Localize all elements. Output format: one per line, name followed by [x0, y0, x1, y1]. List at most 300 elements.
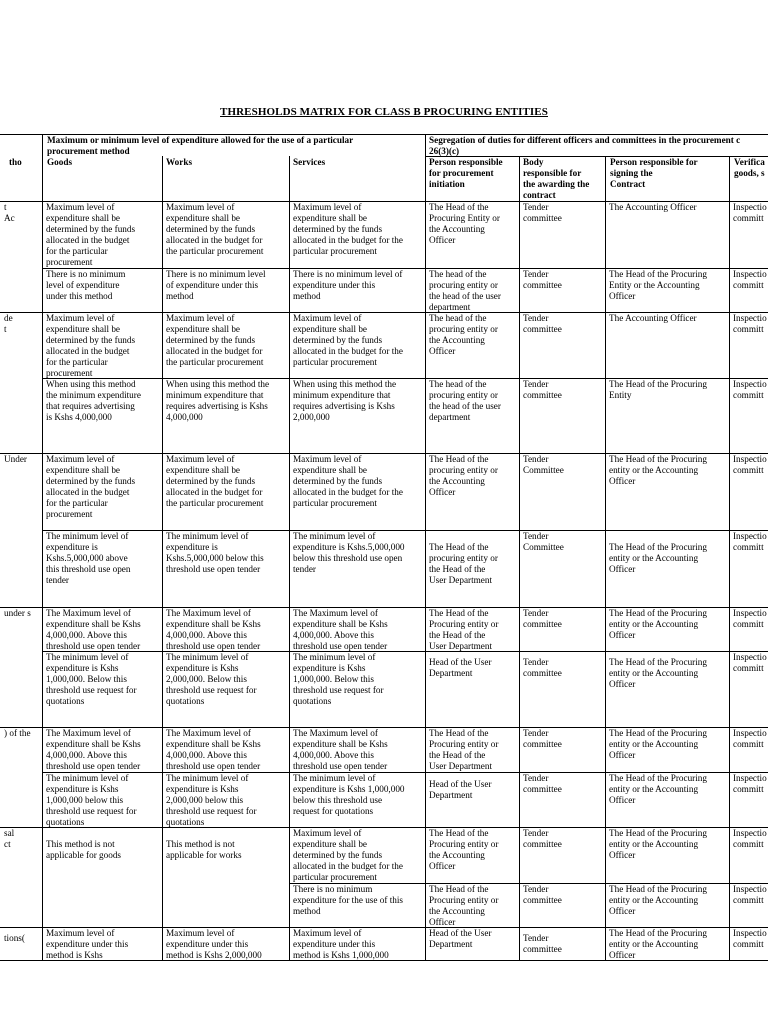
- cell-line: Under: [4, 454, 27, 464]
- cell-line: expenditure shall be Kshs: [166, 618, 261, 629]
- cell-line: the head of the user: [429, 400, 501, 411]
- cell-line: The Head of the: [429, 542, 489, 552]
- header-verification: [734, 157, 768, 179]
- cell-line: requires advertising is Kshs: [293, 400, 395, 411]
- cell-initiation: [429, 657, 518, 679]
- cell-line: ) of the: [4, 728, 31, 738]
- cell-line: Maximum level of: [293, 928, 362, 938]
- cell-goods: [46, 531, 161, 586]
- cell-awarding: [523, 454, 604, 476]
- cell-line: Committee: [523, 541, 564, 552]
- cell-line: Maximum level of: [46, 313, 115, 323]
- cell-line: entity or the Accounting: [609, 667, 699, 678]
- cell-line: expenditure shall be Kshs: [166, 738, 261, 749]
- cell-line: Officer: [429, 860, 456, 871]
- cell-line: department: [429, 301, 471, 312]
- cell-line: the head of the user: [429, 290, 501, 301]
- cell-line: Inspectio: [733, 202, 767, 212]
- cell-line: The Head of the Procuring: [609, 928, 707, 938]
- header-initiation: [429, 157, 519, 190]
- cell-line: for procurement: [429, 167, 494, 178]
- cell-line: Inspectio: [733, 531, 767, 541]
- cell-line: procurement: [46, 256, 93, 267]
- cell-line: The Accounting Officer: [609, 313, 697, 323]
- cell-line: the Head of the: [429, 563, 486, 574]
- cell-line: expenditure shall be: [293, 212, 367, 223]
- cell-line: determined by the funds: [293, 849, 383, 860]
- table-vline: [605, 156, 606, 960]
- cell-line: expenditure shall be: [166, 212, 240, 223]
- cell-line: quotations: [46, 816, 85, 827]
- cell-initiation: [429, 828, 518, 872]
- cell-line: 4,000,000. Above this: [46, 629, 127, 640]
- cell-line: expenditure shall be: [293, 838, 367, 849]
- cell-line: determined by the funds: [293, 223, 383, 234]
- cell-works: [166, 928, 288, 961]
- cell-signing: [609, 313, 728, 324]
- cell-line: the awarding the: [523, 178, 590, 189]
- cell-line: This method is not: [46, 839, 115, 849]
- cell-verification: [733, 454, 767, 476]
- cell-line: Maximum level of: [46, 454, 115, 464]
- cell-line: Department: [429, 667, 473, 678]
- cell-line: 26(3)(c): [429, 145, 460, 156]
- cell-line: Maximum level of: [166, 313, 235, 323]
- cell-line: method: [166, 290, 194, 301]
- cell-line: request for quotations: [293, 805, 374, 816]
- cell-line: of expenditure under this: [166, 279, 259, 290]
- cell-line: expenditure shall be: [293, 323, 367, 334]
- cell-line: expenditure under this: [293, 938, 376, 949]
- cell-line: The Head of the: [429, 828, 489, 838]
- cell-line: Officer: [429, 345, 456, 356]
- cell-signing: [609, 928, 728, 961]
- cell-line: the particular procurement: [166, 245, 264, 256]
- cell-verification: [733, 884, 767, 906]
- table-vline: [729, 156, 730, 960]
- cell-line: Maximum level of: [46, 928, 115, 938]
- cell-line: initiation: [429, 178, 465, 189]
- cell-line: Procuring entity or: [429, 894, 499, 905]
- cell-line: expenditure is: [166, 541, 218, 552]
- cell-line: expenditure is Kshs: [293, 662, 366, 673]
- cell-signing: [609, 884, 728, 917]
- cell-awarding: [523, 608, 604, 630]
- cell-line: expenditure shall be: [166, 464, 240, 475]
- cell-line: committ: [733, 894, 764, 905]
- header-awarding: [523, 157, 605, 201]
- cell-verification: [733, 773, 767, 795]
- cell-line: the minimum expenditure: [46, 389, 141, 400]
- cell-verification: [733, 379, 767, 401]
- cell-line: Maximum or minimum level of expenditure allowed for the use of a particular: [47, 135, 354, 145]
- cell-line: The Accounting Officer: [609, 202, 697, 212]
- cell-line: applicable for goods: [46, 849, 122, 860]
- cell-works: [166, 608, 288, 652]
- cell-line: for the particular: [46, 356, 108, 367]
- cell-line: Tender: [523, 773, 549, 783]
- cell-line: sal: [4, 828, 15, 838]
- cell-works: [166, 379, 288, 423]
- cell-line: the Accounting: [429, 905, 485, 916]
- cell-line: expenditure shall be: [46, 212, 120, 223]
- cell-goods: [46, 608, 161, 652]
- cell-line: Officer: [609, 905, 636, 916]
- cell-line: committ: [733, 323, 764, 334]
- cell-signing: [609, 728, 728, 761]
- cell-line: committee: [523, 389, 562, 400]
- cell-works: [166, 839, 288, 861]
- cell-line: The Head of the Procuring: [609, 269, 707, 279]
- cell-line: Verifica: [734, 157, 765, 167]
- cell-line: The head of the: [429, 379, 487, 389]
- cell-line: expenditure under this: [46, 938, 129, 949]
- cell-line: The Head of the Procuring: [609, 828, 707, 838]
- cell-line: the Head of the: [429, 749, 486, 760]
- cell-line: The Maximum level of: [46, 728, 131, 738]
- cell-line: department: [429, 411, 471, 422]
- cell-verification: [733, 313, 767, 335]
- cell-line: expenditure shall be: [46, 464, 120, 475]
- cell-initiation: [429, 608, 518, 652]
- cell-line: particular procurement: [293, 245, 377, 256]
- cell-line: expenditure under this: [166, 938, 249, 949]
- cell-line: Inspectio: [733, 313, 767, 323]
- cell-works: [166, 728, 288, 772]
- cell-method: [4, 454, 41, 465]
- cell-line: tender: [46, 574, 69, 585]
- cell-line: Officer: [609, 290, 636, 301]
- cell-line: expenditure under this: [293, 279, 376, 290]
- cell-services: [293, 313, 424, 368]
- cell-line: Inspectio: [733, 728, 767, 738]
- cell-line: Works: [166, 157, 193, 167]
- cell-signing: [609, 269, 728, 302]
- cell-line: The head of the: [429, 313, 487, 323]
- cell-line: Inspectio: [733, 608, 767, 618]
- cell-line: Maximum level of: [293, 313, 362, 323]
- cell-line: is Kshs 4,000,000: [46, 411, 112, 422]
- cell-signing: [609, 202, 728, 213]
- cell-line: the particular procurement: [166, 497, 264, 508]
- cell-verification: [733, 269, 767, 291]
- cell-line: determined by the funds: [46, 223, 136, 234]
- cell-line: expenditure shall be: [46, 323, 120, 334]
- cell-line: Body: [523, 157, 544, 167]
- cell-line: Procuring entity or: [429, 738, 499, 749]
- cell-line: particular procurement: [293, 356, 377, 367]
- cell-line: Inspectio: [733, 652, 767, 662]
- cell-line: allocated in the budget: [46, 345, 130, 356]
- cell-line: determined by the funds: [46, 334, 136, 345]
- cell-line: The Maximum level of: [46, 608, 131, 618]
- cell-awarding: [523, 531, 604, 553]
- cell-line: Inspectio: [733, 884, 767, 894]
- cell-line: committee: [523, 323, 562, 334]
- cell-line: committee: [523, 783, 562, 794]
- cell-services: [293, 202, 424, 257]
- cell-goods: [46, 454, 161, 519]
- cell-goods: [46, 773, 161, 828]
- cell-line: Officer: [429, 234, 456, 245]
- cell-line: procurement method: [47, 145, 130, 156]
- cell-line: expenditure is Kshs: [166, 662, 239, 673]
- cell-initiation: [429, 728, 518, 772]
- cell-line: threshold use request for: [293, 684, 384, 695]
- cell-line: de: [4, 313, 13, 323]
- cell-line: expenditure shall be Kshs: [293, 738, 388, 749]
- cell-line: committ: [733, 541, 764, 552]
- cell-method: [4, 933, 41, 944]
- cell-line: There is no minimum: [46, 269, 126, 279]
- cell-goods: [46, 202, 161, 267]
- cell-line: method: [293, 905, 321, 916]
- cell-line: The minimum level of: [46, 773, 129, 783]
- cell-services: [293, 928, 424, 961]
- cell-signing: [609, 542, 728, 575]
- cell-line: allocated in the budget for the: [293, 345, 403, 356]
- cell-line: The Head of the Procuring: [609, 884, 707, 894]
- cell-verification: [733, 202, 767, 224]
- cell-line: Goods: [47, 157, 73, 167]
- cell-initiation: [429, 928, 518, 950]
- cell-line: Tender: [523, 728, 549, 738]
- cell-line: Inspectio: [733, 269, 767, 279]
- cell-line: allocated in the budget for the: [293, 234, 403, 245]
- cell-services: [293, 608, 424, 652]
- cell-line: Inspectio: [733, 454, 767, 464]
- cell-line: determined by the funds: [166, 475, 256, 486]
- cell-line: Inspectio: [733, 379, 767, 389]
- header-services: [293, 157, 425, 168]
- header-goods: [47, 157, 162, 168]
- cell-line: method: [293, 290, 321, 301]
- cell-line: Officer: [609, 949, 636, 960]
- cell-line: procurement: [46, 508, 93, 519]
- document-title: THRESHOLDS MATRIX FOR CLASS B PROCURING ENTITIES: [220, 106, 548, 118]
- cell-works: [166, 313, 288, 368]
- cell-line: Entity or the Accounting: [609, 279, 700, 290]
- table-vline: [162, 156, 163, 960]
- cell-line: under s: [4, 608, 31, 618]
- cell-verification: [733, 728, 767, 750]
- cell-line: The minimum level of: [46, 652, 129, 662]
- cell-line: committee: [523, 943, 562, 954]
- cell-line: Officer: [609, 475, 636, 486]
- cell-line: procuring entity or: [429, 389, 498, 400]
- cell-line: Department: [429, 789, 473, 800]
- cell-line: determined by the funds: [166, 223, 256, 234]
- cell-line: tho: [9, 157, 22, 167]
- cell-line: committ: [733, 783, 764, 794]
- cell-line: threshold use open tender: [46, 640, 141, 651]
- cell-line: Tender: [523, 884, 549, 894]
- cell-line: allocated in the budget for the: [293, 486, 403, 497]
- cell-line: This method is not: [166, 839, 235, 849]
- cell-services: [293, 884, 424, 917]
- cell-signing: [609, 657, 728, 690]
- cell-line: requires advertising is Kshs: [166, 400, 268, 411]
- cell-line: level of expenditure: [46, 279, 120, 290]
- cell-line: Maximum level of: [293, 454, 362, 464]
- cell-line: committ: [733, 212, 764, 223]
- cell-line: expenditure is Kshs.5,000,000: [293, 541, 405, 552]
- cell-line: Officer: [609, 629, 636, 640]
- cell-goods: [46, 379, 161, 423]
- cell-line: Procuring Entity or: [429, 212, 500, 223]
- cell-method: [4, 608, 41, 619]
- cell-line: The minimum level of: [293, 773, 376, 783]
- cell-method: [4, 728, 41, 739]
- cell-line: Procuring entity or: [429, 618, 499, 629]
- cell-line: procuring entity or: [429, 279, 498, 290]
- cell-line: the Accounting: [429, 849, 485, 860]
- cell-goods: [46, 839, 161, 861]
- cell-line: method is Kshs 1,000,000: [293, 949, 389, 960]
- cell-line: There is no minimum: [293, 884, 373, 894]
- cell-initiation: [429, 313, 518, 357]
- cell-line: applicable for works: [166, 849, 242, 860]
- cell-line: the Accounting: [429, 334, 485, 345]
- cell-line: The Head of the: [429, 608, 489, 618]
- cell-line: Officer: [609, 563, 636, 574]
- cell-line: When using this method the: [293, 379, 397, 389]
- cell-line: tions(: [4, 933, 25, 943]
- cell-initiation: [429, 884, 518, 928]
- cell-initiation: [429, 454, 518, 498]
- cell-line: committee: [523, 618, 562, 629]
- cell-line: procuring entity or: [429, 323, 498, 334]
- cell-line: User Department: [429, 760, 493, 771]
- cell-line: for the particular: [46, 497, 108, 508]
- cell-line: Segregation of duties for different officers and committees in the procurement c: [429, 135, 741, 145]
- cell-line: Tender: [523, 657, 549, 667]
- cell-line: the Accounting: [429, 475, 485, 486]
- cell-line: t: [4, 323, 7, 334]
- cell-line: When using this method the: [166, 379, 270, 389]
- cell-line: ct: [4, 838, 11, 849]
- cell-awarding: [523, 884, 604, 906]
- cell-line: The minimum level of: [46, 531, 129, 541]
- cell-verification: [733, 928, 767, 950]
- cell-line: expenditure is Kshs: [46, 662, 119, 673]
- cell-line: committee: [523, 894, 562, 905]
- cell-line: Officer: [609, 678, 636, 689]
- cell-verification: [733, 531, 767, 553]
- cell-signing: [609, 379, 728, 401]
- table-vline: [289, 156, 290, 960]
- cell-signing: [609, 454, 728, 487]
- cell-awarding: [523, 773, 604, 795]
- cell-method: [4, 828, 41, 850]
- cell-line: expenditure shall be: [166, 323, 240, 334]
- cell-line: the particular procurement: [166, 356, 264, 367]
- cell-services: [293, 773, 424, 817]
- cell-line: Tender: [523, 379, 549, 389]
- cell-line: Tender: [523, 313, 549, 323]
- cell-line: quotations: [46, 695, 85, 706]
- cell-line: quotations: [293, 695, 332, 706]
- cell-line: method is Kshs: [46, 949, 103, 960]
- cell-signing: [609, 828, 728, 861]
- cell-services: [293, 728, 424, 772]
- cell-line: threshold use request for: [166, 805, 257, 816]
- cell-line: committ: [733, 662, 764, 673]
- cell-line: Entity: [609, 389, 632, 400]
- cell-line: quotations: [166, 816, 205, 827]
- cell-line: expenditure shall be Kshs: [46, 738, 141, 749]
- cell-services: [293, 269, 424, 302]
- cell-line: 1,000,000. Below this: [293, 673, 374, 684]
- cell-line: Procuring entity or: [429, 838, 499, 849]
- cell-line: entity or the Accounting: [609, 738, 699, 749]
- cell-line: The minimum level of: [293, 652, 376, 662]
- cell-line: entity or the Accounting: [609, 838, 699, 849]
- cell-line: committ: [733, 838, 764, 849]
- cell-line: allocated in the budget: [46, 486, 130, 497]
- cell-line: 2,000,000: [293, 411, 330, 422]
- cell-line: threshold use open tender: [293, 640, 388, 651]
- cell-line: Maximum level of: [166, 454, 235, 464]
- cell-line: particular procurement: [293, 871, 377, 882]
- cell-line: Department: [429, 938, 473, 949]
- cell-awarding: [523, 728, 604, 750]
- cell-goods: [46, 928, 161, 961]
- cell-line: Maximum level of: [293, 202, 362, 212]
- header-signing: [610, 157, 729, 190]
- cell-line: procuring entity or: [429, 464, 498, 475]
- cell-line: The minimum level of: [166, 531, 249, 541]
- cell-line: minimum expenditure that: [166, 389, 264, 400]
- cell-awarding: [523, 313, 604, 335]
- cell-line: determined by the funds: [46, 475, 136, 486]
- cell-line: The Head of the Procuring: [609, 728, 707, 738]
- cell-awarding: [523, 269, 604, 291]
- cell-line: Tender: [523, 608, 549, 618]
- cell-services: [293, 652, 424, 707]
- cell-line: committ: [733, 389, 764, 400]
- cell-verification: [733, 608, 767, 630]
- cell-verification: [733, 652, 767, 674]
- cell-line: The Head of the Procuring: [609, 542, 707, 552]
- cell-initiation: [429, 269, 518, 313]
- cell-line: determined by the funds: [166, 334, 256, 345]
- cell-line: responsible for: [523, 167, 582, 178]
- cell-line: The minimum level of: [166, 652, 249, 662]
- cell-goods: [46, 313, 161, 378]
- cell-services: [293, 379, 424, 423]
- cell-line: this threshold use open: [46, 563, 131, 574]
- cell-line: Officer: [429, 916, 456, 927]
- cell-line: entity or the Accounting: [609, 464, 699, 475]
- cell-line: committee: [523, 279, 562, 290]
- cell-line: allocated in the budget for the: [293, 860, 403, 871]
- cell-initiation: [429, 779, 518, 801]
- cell-line: The Head of the: [429, 884, 489, 894]
- cell-line: 4,000,000. Above this: [166, 749, 247, 760]
- cell-services: [293, 454, 424, 509]
- cell-line: committee: [523, 667, 562, 678]
- cell-works: [166, 202, 288, 257]
- cell-line: Inspectio: [733, 828, 767, 838]
- cell-works: [166, 269, 288, 302]
- cell-line: 2,000,000 below this: [166, 794, 244, 805]
- cell-line: threshold use open tender: [166, 563, 261, 574]
- cell-line: The Maximum level of: [166, 608, 251, 618]
- cell-line: The minimum level of: [166, 773, 249, 783]
- cell-line: 4,000,000. Above this: [46, 749, 127, 760]
- cell-line: threshold use open tender: [293, 760, 388, 771]
